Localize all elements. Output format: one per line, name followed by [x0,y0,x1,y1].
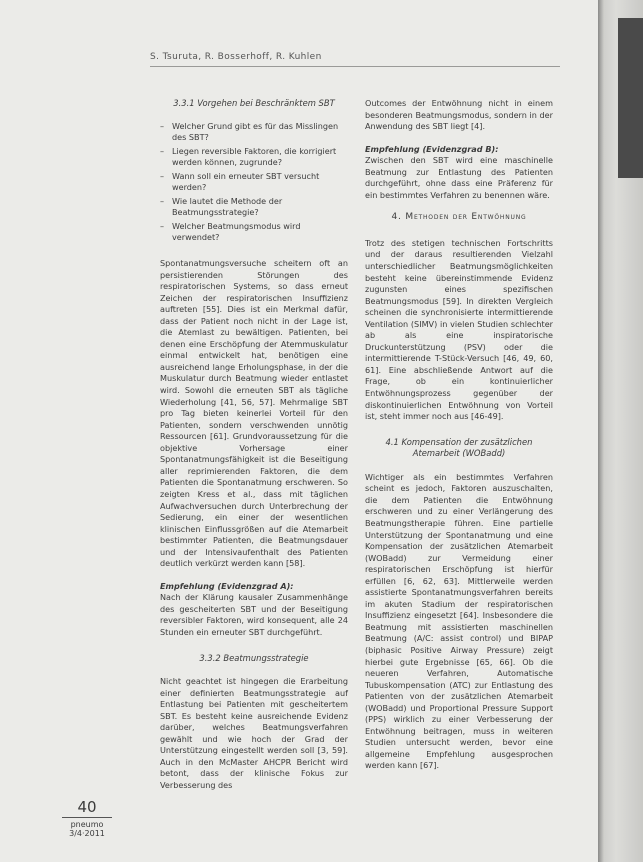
recommendation-label: Empfehlung (Evidenzgrad B): [365,143,499,154]
question-list [160,121,348,244]
body-paragraph: Spontanatmungsversuche scheitern oft an persistierenden Störungen des respiratorischen Systems, so dass erneut Zeichen der respiratorischen Insuffizienz auftreten [55]. Dies ist ein Merkmal dafür, dass der Patient noch nicht in der Lage ist, die Atemlast zu bewältigen. Patienten, bei denen eine Erschöpfung der Atemmuskulatur einmal entwickelt hat, benötigen eine ausreichend lange Erholungsphase, in der die Muskulatur durch Beatmung wieder entlastet wird. Sowohl die erneuten SBT als tägliche Wiederholung [41, 56, 57]. Mehrmalige SBT pro Tag bieten keinerlei Vorteil für den Patienten, sondern verschwenden unnötig Ressourcen [61]. Grundvoraussetzung für die objektive Vorhersage einer Spontanatmungsfähigkeit ist die Beseitigung aller reprimierenden Faktoren, die dem Patienten die Spontanatmung erschweren. So zeigten Kress et al., dass mit täglichen Aufwachversuchen durch Unterbrechung der Sedierung, ein einer der wesentlichen klinischen Einflussgrößen auf die Atemarbeit bestimmter Patienten, die Beatmungsdauer und der Intensivaufenthalt des Patienten deutlich verkürzt werden kann [58]. [160,258,348,569]
page-number: 40 [62,798,112,818]
running-header: S. Tsuruta, R. Bosserhoff, R. Kuhlen [150,52,322,62]
issue-label: 3/4·2011 [69,829,105,838]
body-paragraph: Nicht geachtet ist hingegen die Erarbeitung einer definierten Beatmungsstrategie auf Entlastung bei Patienten mit gescheitertem SBT. Es besteht keine ausreichende Evidenz darüber, welches Beatmungsverfahren gewählt und wie hoch der Grad der Unterstützung eingestellt werden soll [3, 59]. Auch in den McMaster AHCPR Bericht wird betont, dass der klinische Fokus zur Verbesserung des [160,676,348,790]
subheading-4-1: 4.1 Kompensation der zusätzlichen Atemarbeit (WOBadd) [385,436,533,459]
body-paragraph: Wichtiger als ein bestimmtes Verfahren scheint es jedoch, Faktoren auszuschalten, die dem Patienten die Entwöhnung erschweren und zu einer Verlängerung des Beatmungstherapie führen. Eine partielle Unterstützung der Spontanatmung und eine Kompensation der zusätzlichen Atemarbeit (WOBadd) zur Vermeidung einer respiratorischen Erschöpfung ist hierfür erfüllen [6, 62, 63]. Mittlerweile werden assistierte Spontanatmungsverfahren bereits im akuten Stadium der respiratorischen Insuffizienz eingesetzt [64]. Insbesondere die Beatmung mit assistierten maschinellen Beatmung (A/C: assist control) und BIPAP (biphasic Positive Airway Pressure) zeigt hierbei gute Ergebnisse [65, 66]. Ob die neueren Verfahren, Automatische Tubuskompensation (ATC) zur Entlastung des Patienten von der zusätzlichen Atemarbeit (WOBadd) und Proportional Pressure Support (PPS) wirklich zu einer Verbesserung der Entwöhnung beitragen, muss in weiteren Studien untersucht werden, bevor eine allgemeine Empfehlung ausgesprochen werden kann [67]. [365,471,553,771]
recommendation-text: Nach der Klärung kausaler Zusammenhänge des gescheiterten SBT und der Beseitigung reversibler Faktoren, wird konsequent, alle 24 Stunden ein erneuter SBT durchgeführt. [160,592,348,637]
section-heading-4: 4. Methoden der Entwöhnung [391,212,527,223]
subheading-3-3-1: 3.3.1 Vorgehen bei Beschränktem SBT [173,98,335,108]
question-item: – Liegen reversible Faktoren, die korrigiert werden können, zugrunde? [160,146,348,169]
question-item: – Welcher Beatmungsmodus wird verwendet? [160,221,348,244]
page-folio [62,798,112,838]
subheading-3-3-2: 3.3.2 Beatmungsstrategie [199,652,309,663]
right-column [365,98,553,783]
body-paragraph: Outcomes der Entwöhnung nicht in einem besonderen Beatmungsmodus, sondern in der Anwendung des SBT liegt [4]. [365,98,553,132]
page-edge-tab [618,18,643,178]
journal-name: pneumo [70,820,104,829]
left-column [160,98,348,803]
recommendation-label: Empfehlung (Evidenzgrad A): [160,580,294,591]
body-paragraph: Trotz des stetigen technischen Fortschritts und der daraus resultierenden Vielzahl unterschiedlicher Beatmungsmöglichkeiten besteht keine übereinstimmende Evidenz zugunsten eines spezifischen Beatmungsmodus [59]. In direkten Vergleich scheinen die synchronisierte intermittierende Ventilation (SIMV) in vielen Studien schlechter ab als eine inspiratorische Druckunterstützung (PSV) oder die intermittierende T-Stück-Versuch [46, 49, 60, 61]. Eine abschließende Antwort auf die Frage, ob ein kontinuierlicher Entwöhnungsprozess gegenüber der diskontinuierlichen Entwöhnung von Vorteil ist, steht immer noch aus [46-49]. [365,237,553,422]
question-item: – Wann soll ein erneuter SBT versucht werden? [160,171,348,194]
header-rule [150,66,560,67]
recommendation-text: Zwischen den SBT wird eine maschinelle Beatmung zur Entlastung des Patienten durchgeführt, ohne dass eine Präferenz für ein bestimmtes Verfahren zu benennen wäre. [365,155,553,200]
question-item: – Wie lautet die Methode der Beatmungsstrategie? [160,196,348,219]
question-item: – Welcher Grund gibt es für das Misslingen des SBT? [160,121,348,144]
